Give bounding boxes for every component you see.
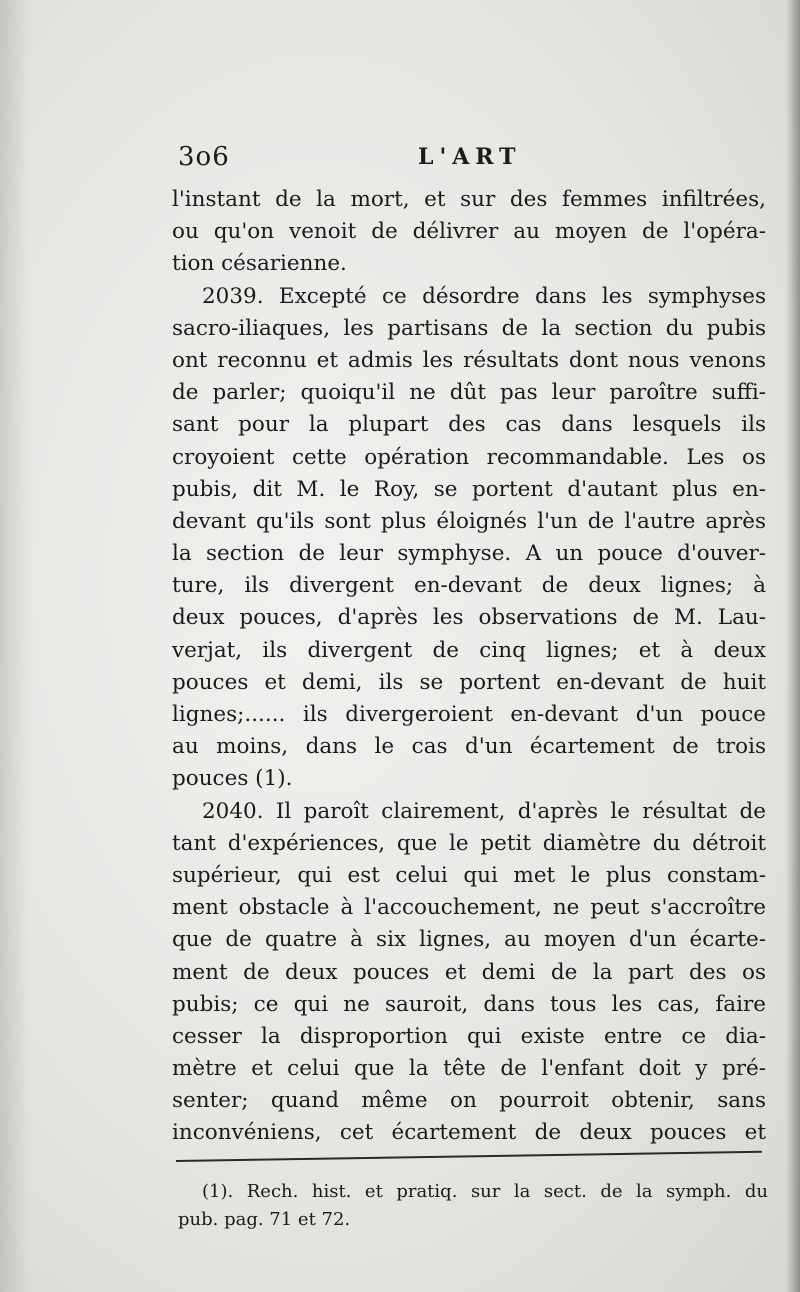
footnote-line: pub. pag. 71 et 72. xyxy=(178,1209,351,1230)
text-line: sant pour la plupart des cas dans lesquels ils xyxy=(172,412,766,438)
text-line: verjat, ils divergent de cinq lignes; et à deux xyxy=(172,637,766,663)
text-line: que de quatre à six lignes, au moyen d'un écarte- xyxy=(172,927,766,953)
footnote xyxy=(178,1178,768,1234)
text-line: au moins, dans le cas d'un écartement de trois xyxy=(172,734,766,760)
text-line: senter; quand même on pourroit obtenir, sans xyxy=(172,1088,766,1114)
footnote-rule xyxy=(176,1151,762,1162)
text-line: supérieur, qui est celui qui met le plus constam- xyxy=(172,862,766,888)
text-line: pubis; ce qui ne sauroit, dans tous les cas, faire xyxy=(172,991,766,1017)
page-number: 3o6 xyxy=(178,142,230,172)
paragraph-2040-start: 2040. Il paroît clairement, d'après le résultat de xyxy=(202,798,766,824)
text-line: sacro-iliaques, les partisans de la section du pubis xyxy=(172,315,766,341)
text-line: croyoient cette opération recommandable. Les os xyxy=(172,444,766,470)
text-line: ment obstacle à l'accouchement, ne peut s'accroître xyxy=(172,895,766,921)
page-header xyxy=(178,142,778,178)
text-line: deux pouces, d'après les observations de M. Lau- xyxy=(172,605,766,631)
text-line: ture, ils divergent en-devant de deux lignes; à xyxy=(172,573,766,599)
footnote-line: (1). Rech. hist. et pratiq. sur la sect. de la symph. du xyxy=(202,1181,768,1202)
running-title: L'ART xyxy=(418,144,522,170)
text-line: ment de deux pouces et demi de la part des os xyxy=(172,959,766,985)
text-line: la section de leur symphyse. A un pouce d'ouver- xyxy=(172,541,766,567)
text-line: de parler; quoiqu'il ne dût pas leur paroître suffi- xyxy=(172,380,766,406)
text-line: mètre et celui que la tête de l'enfant doit y pré- xyxy=(172,1056,766,1082)
text-line: cesser la disproportion qui existe entre ce dia- xyxy=(172,1023,766,1049)
paragraph-2039-start: 2039. Excepté ce désordre dans les symphyses xyxy=(202,283,766,309)
text-line: lignes;...... ils divergeroient en-devant d'un pouce xyxy=(172,702,766,727)
text-line: tion césarienne. xyxy=(172,251,347,277)
text-line: ont reconnu et admis les résultats dont nous venons xyxy=(172,347,766,373)
text-line: pouces (1). xyxy=(172,766,293,792)
text-line: l'instant de la mort, et sur des femmes infiltrées, xyxy=(172,187,766,212)
body-text xyxy=(172,184,766,1150)
text-line: devant qu'ils sont plus éloignés l'un de l'autre après xyxy=(172,508,766,534)
text-line: pouces et demi, ils se portent en-devant de huit xyxy=(172,669,766,695)
text-line: pubis, dit M. le Roy, se portent d'autant plus en- xyxy=(172,476,766,502)
text-line: ou qu'on venoit de délivrer au moyen de l'opéra- xyxy=(172,219,766,245)
text-line: inconvéniens, cet écartement de deux pouces et xyxy=(172,1120,766,1146)
text-line: tant d'expériences, que le petit diamètre du détroit xyxy=(172,830,766,856)
